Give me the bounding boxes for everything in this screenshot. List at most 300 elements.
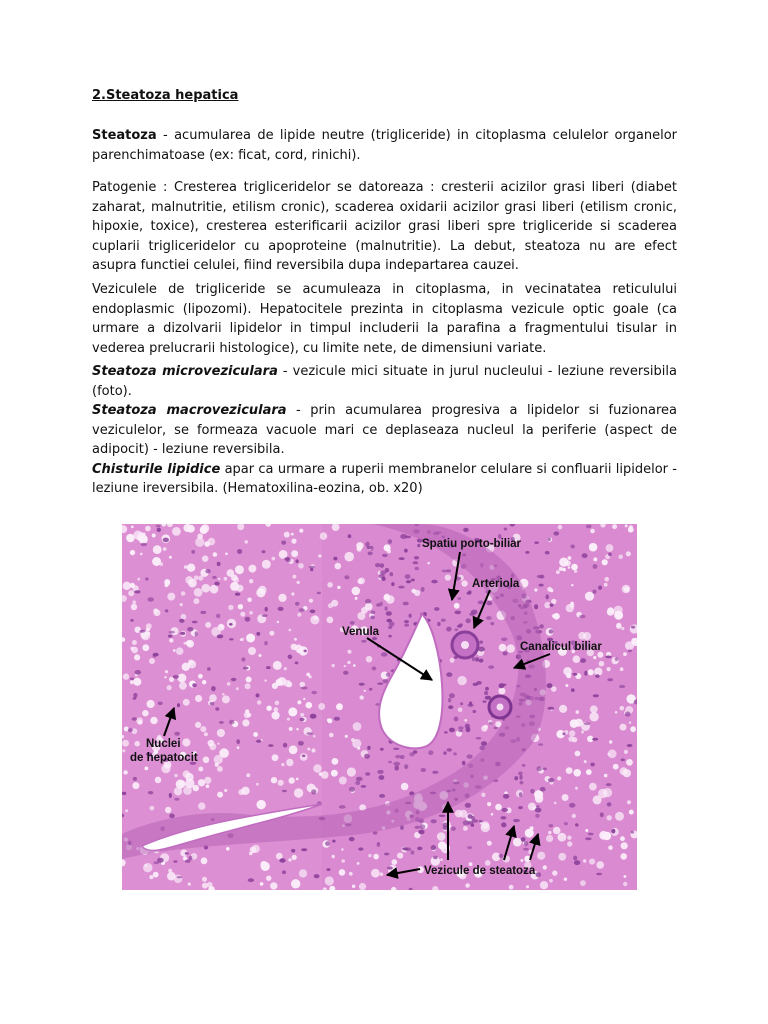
steatosis-vacuole [573, 769, 581, 777]
steatosis-vacuole [331, 664, 335, 668]
steatosis-vacuole [208, 740, 215, 747]
cell-nucleus [503, 651, 508, 655]
cell-nucleus [189, 856, 193, 861]
cell-nucleus [420, 824, 426, 829]
steatosis-vacuole [391, 859, 397, 865]
cell-nucleus [248, 878, 254, 882]
cell-nucleus [453, 752, 457, 755]
cell-nucleus [364, 754, 370, 759]
cell-nucleus [590, 763, 594, 767]
steatosis-vacuole [575, 751, 581, 757]
steatosis-vacuole [253, 732, 258, 737]
cell-nucleus [173, 860, 177, 863]
cell-nucleus [409, 614, 412, 618]
cell-nucleus [148, 791, 153, 794]
steatosis-vacuole [142, 644, 149, 651]
steatosis-vacuole [145, 526, 151, 532]
steatosis-vacuole [194, 588, 203, 597]
cell-nucleus [608, 553, 612, 557]
cell-nucleus [460, 702, 463, 705]
steatosis-vacuole [607, 815, 612, 820]
steatosis-vacuole [188, 660, 194, 666]
cell-nucleus [580, 658, 586, 663]
cell-nucleus [499, 683, 505, 688]
steatosis-vacuole [296, 728, 298, 730]
definition-text: - acumularea de lipide neutre (trigliceride) in citoplasma celulelor organelor parenchimatoase (ex: ficat, cord, rinichi). [92, 128, 677, 163]
steatosis-vacuole [589, 859, 595, 865]
steatosis-vacuole [299, 869, 307, 877]
steatosis-vacuole [534, 588, 537, 591]
cell-nucleus [195, 631, 198, 636]
steatosis-vacuole [559, 705, 567, 713]
cell-nucleus [348, 534, 352, 538]
steatosis-vacuole [482, 821, 490, 829]
cell-nucleus [449, 728, 455, 733]
steatosis-vacuole [204, 777, 211, 784]
steatosis-vacuole [599, 661, 605, 667]
cell-nucleus [365, 772, 370, 775]
steatosis-vacuole [568, 736, 574, 742]
steatosis-vacuole [580, 880, 586, 886]
steatosis-vacuole [284, 667, 287, 670]
cell-nucleus [368, 552, 373, 556]
steatosis-vacuole [537, 852, 545, 860]
steatosis-vacuole [387, 549, 391, 553]
cell-nucleus [399, 557, 405, 560]
cell-nucleus [393, 762, 400, 766]
cell-nucleus [621, 759, 625, 762]
cell-nucleus [157, 528, 161, 532]
steatosis-vacuole [149, 875, 153, 879]
steatosis-vacuole [604, 774, 608, 778]
cell-nucleus [219, 721, 224, 724]
cell-nucleus [377, 842, 381, 847]
cell-nucleus [367, 746, 370, 750]
steatosis-vacuole [630, 726, 636, 732]
steatosis-vacuole [332, 855, 335, 858]
cell-nucleus [207, 667, 211, 671]
cell-nucleus [534, 542, 539, 544]
cell-nucleus [467, 704, 473, 707]
cell-nucleus [592, 590, 596, 594]
cell-nucleus [536, 805, 539, 808]
cell-nucleus [443, 751, 446, 754]
steatosis-vacuole [357, 747, 360, 750]
cell-nucleus [241, 657, 245, 661]
cell-nucleus [229, 623, 233, 626]
steatosis-vacuole [266, 706, 271, 711]
cell-nucleus [404, 847, 411, 851]
steatosis-vacuole [256, 783, 259, 786]
cell-nucleus [200, 611, 206, 614]
cell-nucleus [499, 854, 504, 858]
cell-nucleus [441, 619, 446, 622]
steatosis-vacuole [164, 676, 166, 678]
steatosis-vacuole [294, 788, 303, 797]
steatosis-vacuole [167, 593, 175, 601]
cell-nucleus [390, 572, 394, 576]
steatosis-vacuole [607, 607, 614, 614]
cell-nucleus [310, 714, 317, 719]
cell-nucleus [380, 748, 384, 751]
steatosis-vacuole [130, 680, 134, 684]
steatosis-vacuole [159, 562, 163, 566]
cell-nucleus [404, 620, 409, 623]
steatosis-vacuole [598, 789, 607, 798]
cell-nucleus [573, 856, 577, 861]
cell-nucleus [210, 702, 215, 705]
steatosis-vacuole [249, 579, 253, 583]
steatosis-vacuole [498, 688, 505, 695]
cell-nucleus [380, 602, 383, 607]
steatosis-vacuole [559, 558, 568, 567]
cell-nucleus [174, 732, 180, 736]
cell-nucleus [185, 860, 191, 863]
cell-nucleus [444, 731, 448, 733]
cell-nucleus [375, 563, 380, 567]
steatosis-vacuole [213, 552, 218, 557]
steatosis-vacuole [455, 810, 463, 818]
cell-nucleus [459, 623, 463, 626]
cell-nucleus [381, 652, 388, 656]
steatosis-vacuole [206, 784, 210, 788]
steatosis-vacuole [584, 760, 587, 763]
cell-nucleus [479, 820, 483, 822]
cell-nucleus [135, 670, 142, 675]
cell-nucleus [281, 541, 286, 545]
steatosis-vacuole [585, 829, 588, 832]
cell-nucleus [279, 858, 285, 862]
cell-nucleus [214, 582, 219, 586]
steatosis-vacuole [198, 674, 203, 679]
steatosis-vacuole [145, 864, 148, 867]
cell-nucleus [534, 604, 538, 609]
steatosis-vacuole [563, 667, 572, 676]
steatosis-vacuole [272, 754, 279, 761]
steatosis-vacuole [143, 533, 145, 535]
steatosis-vacuole [134, 654, 140, 660]
steatosis-vacuole [546, 835, 553, 842]
steatosis-vacuole [247, 713, 252, 718]
steatosis-vacuole [550, 589, 554, 593]
cell-nucleus [448, 698, 451, 702]
steatosis-vacuole [274, 707, 279, 712]
cell-nucleus [465, 724, 470, 729]
cell-nucleus [132, 717, 137, 720]
macro-text: - prin acumularea progresiva a lipidelor si fuzionarea veziculelor, se formeaza vacuole mari ce deplaseaza nucleul la periferie (aspect de adipocit) - leziune reversibila. [92, 403, 677, 457]
cell-nucleus [388, 539, 393, 544]
cell-nucleus [306, 732, 312, 735]
cell-nucleus [173, 675, 179, 679]
steatosis-vacuole [217, 743, 219, 745]
steatosis-vacuole [284, 532, 290, 538]
steatosis-vacuole [552, 870, 557, 875]
steatosis-vacuole [293, 575, 297, 579]
cell-nucleus [562, 732, 565, 735]
steatosis-vacuole [571, 564, 578, 571]
steatosis-vacuole [198, 576, 203, 581]
term-chisturi: Chisturile lipidice [92, 461, 221, 477]
cell-nucleus [192, 683, 196, 687]
types-paragraph [92, 362, 677, 499]
steatosis-vacuole [261, 862, 270, 871]
cell-nucleus [454, 717, 459, 722]
cell-nucleus [469, 612, 474, 616]
steatosis-vacuole [278, 594, 286, 602]
cell-nucleus [163, 538, 169, 543]
cell-nucleus [489, 722, 493, 725]
steatosis-vacuole [559, 567, 563, 571]
cell-nucleus [485, 696, 491, 700]
cell-nucleus [437, 622, 440, 626]
steatosis-vacuole [300, 682, 306, 688]
cell-nucleus [377, 770, 383, 774]
steatosis-vacuole [573, 655, 581, 663]
steatosis-vacuole [397, 853, 403, 859]
steatosis-vacuole [335, 563, 342, 570]
cell-nucleus [631, 831, 635, 834]
steatosis-vacuole [167, 685, 172, 690]
cell-nucleus [380, 563, 385, 568]
steatosis-vacuole [202, 555, 209, 562]
steatosis-vacuole [205, 622, 211, 628]
cell-nucleus [256, 632, 260, 636]
cell-nucleus [433, 856, 438, 859]
cell-nucleus [546, 594, 549, 599]
cell-nucleus [447, 569, 451, 572]
cell-nucleus [128, 728, 133, 732]
steatosis-vacuole [618, 555, 623, 560]
steatosis-vacuole [371, 869, 380, 878]
steatosis-vacuole [556, 570, 560, 574]
steatosis-vacuole [445, 575, 451, 581]
cell-nucleus [575, 823, 579, 826]
steatosis-vacuole [306, 673, 310, 677]
steatosis-vacuole [209, 694, 217, 702]
cell-nucleus [358, 847, 363, 850]
steatosis-vacuole [564, 878, 567, 881]
steatosis-vacuole [126, 534, 135, 543]
steatosis-vacuole [606, 544, 614, 552]
cell-nucleus [377, 683, 383, 685]
cell-nucleus [299, 608, 305, 612]
steatosis-vacuole [217, 766, 223, 772]
steatosis-vacuole [297, 700, 301, 704]
cell-nucleus [550, 603, 554, 606]
cell-nucleus [457, 597, 461, 599]
steatosis-vacuole [303, 698, 305, 700]
steatosis-vacuole [364, 690, 366, 692]
cell-nucleus [600, 812, 604, 817]
cell-nucleus [359, 683, 365, 686]
steatosis-vacuole [578, 632, 586, 640]
cell-nucleus [465, 803, 471, 808]
cell-nucleus [458, 729, 463, 732]
steatosis-vacuole [553, 827, 561, 835]
cell-nucleus [158, 702, 163, 706]
steatosis-vacuole [169, 638, 173, 642]
steatosis-vacuole [200, 726, 206, 732]
steatosis-vacuole [226, 847, 230, 851]
steatosis-vacuole [299, 529, 303, 533]
steatosis-vacuole [208, 538, 216, 546]
cell-nucleus [387, 866, 393, 869]
cell-nucleus [627, 744, 633, 747]
cell-nucleus [421, 587, 425, 592]
cell-nucleus [486, 616, 492, 620]
steatosis-vacuole [131, 526, 134, 529]
pathogenesis-paragraph: Patogenie : Cresterea trigliceridelor se datoreaza : cresterii acizilor grasi liberi (diabet zaharat, malnutritie, etilism cronic), scaderea oxidarii acizilor grasi liberi (etilism cronic, hipoxie, toxice), cresterea esterificarii acizilor grasi liberi spre trigliceride si scaderea cuplarii trigliceridelor cu apoproteine (malnutritie). La debut, steatoza nu are efect asupra functiei celulei, fiind reversibila dupa indepartarea cauzei. [92, 180, 677, 273]
cell-nucleus [215, 707, 219, 711]
cell-nucleus [185, 852, 189, 855]
steatosis-vacuole [543, 865, 547, 869]
cell-nucleus [245, 617, 251, 622]
cell-nucleus [450, 827, 456, 831]
steatosis-vacuole [373, 854, 379, 860]
cell-nucleus [310, 610, 316, 614]
cell-nucleus [458, 726, 464, 729]
steatosis-vacuole [339, 777, 347, 785]
steatosis-vacuole [236, 687, 239, 690]
cell-nucleus [301, 687, 308, 690]
steatosis-vacuole [623, 652, 627, 656]
cell-nucleus [523, 848, 529, 851]
cell-nucleus [415, 826, 420, 829]
steatosis-vacuole [227, 682, 231, 686]
steatosis-vacuole [359, 883, 366, 890]
steatosis-vacuole [380, 872, 384, 876]
steatosis-vacuole [180, 603, 183, 606]
cell-nucleus [145, 577, 149, 580]
cell-nucleus [413, 750, 417, 754]
steatosis-vacuole [525, 829, 534, 838]
cell-nucleus [311, 789, 316, 794]
steatosis-vacuole [218, 578, 220, 580]
cell-nucleus [216, 614, 220, 618]
steatosis-vacuole [622, 585, 631, 594]
cell-nucleus [187, 627, 193, 632]
label-spatiu-porto-biliar: Spatiu porto-biliar [422, 538, 522, 550]
steatosis-vacuole [122, 740, 129, 747]
steatosis-vacuole [133, 678, 141, 686]
steatosis-vacuole [247, 598, 252, 603]
steatosis-vacuole [147, 700, 155, 708]
steatosis-vacuole [457, 676, 466, 685]
cell-nucleus [536, 872, 541, 877]
steatosis-vacuole [629, 721, 632, 724]
steatosis-vacuole [297, 613, 301, 617]
steatosis-vacuole [624, 875, 627, 878]
steatosis-vacuole [300, 713, 304, 717]
steatosis-vacuole [245, 540, 248, 543]
cell-nucleus [343, 671, 349, 675]
cell-nucleus [485, 687, 489, 691]
cell-nucleus [365, 599, 371, 604]
steatosis-vacuole [137, 578, 140, 581]
cell-nucleus [588, 833, 594, 836]
cell-nucleus [524, 841, 528, 846]
steatosis-vacuole [568, 556, 572, 560]
steatosis-vacuole [143, 863, 152, 872]
steatosis-vacuole [509, 885, 514, 890]
cell-nucleus [432, 771, 438, 774]
cell-nucleus [428, 750, 433, 755]
steatosis-vacuole [344, 552, 354, 562]
steatosis-vacuole [260, 882, 264, 886]
steatosis-vacuole [355, 597, 358, 600]
steatosis-vacuole [450, 658, 455, 663]
cell-nucleus [191, 550, 195, 554]
steatosis-vacuole [562, 568, 566, 572]
steatosis-vacuole [349, 872, 353, 876]
steatosis-vacuole [242, 719, 249, 726]
cell-nucleus [607, 802, 612, 806]
steatosis-vacuole [153, 545, 162, 554]
steatosis-vacuole [586, 769, 592, 775]
steatosis-vacuole [123, 770, 127, 774]
cell-nucleus [606, 783, 612, 786]
steatosis-vacuole [271, 777, 277, 783]
steatosis-vacuole [558, 525, 563, 530]
steatosis-vacuole [264, 679, 266, 681]
cell-nucleus [446, 672, 452, 677]
steatosis-vacuole [593, 656, 596, 659]
cell-nucleus [304, 650, 307, 653]
steatosis-vacuole [336, 703, 343, 710]
steatosis-vacuole [291, 539, 296, 544]
cell-nucleus [310, 568, 313, 571]
cell-nucleus [237, 549, 242, 554]
steatosis-vacuole [463, 826, 468, 831]
steatosis-vacuole [357, 612, 365, 620]
steatosis-vacuole [289, 777, 295, 783]
steatosis-vacuole [204, 732, 208, 736]
cell-nucleus [391, 582, 394, 586]
steatosis-vacuole [167, 872, 176, 881]
cell-nucleus [494, 727, 498, 729]
steatosis-vacuole [570, 603, 575, 608]
steatosis-vacuole [507, 644, 515, 652]
cell-nucleus [501, 822, 506, 827]
steatosis-vacuole [281, 763, 284, 766]
steatosis-vacuole [327, 617, 334, 624]
cell-nucleus [174, 798, 179, 801]
cell-nucleus [473, 710, 477, 713]
cell-nucleus [455, 611, 462, 615]
cell-nucleus [134, 590, 140, 593]
steatosis-vacuole [487, 841, 492, 846]
cell-nucleus [317, 592, 321, 594]
cell-nucleus [356, 777, 363, 781]
steatosis-vacuole [562, 794, 569, 801]
cell-nucleus [282, 870, 286, 874]
steatosis-vacuole [344, 665, 346, 667]
steatosis-vacuole [291, 879, 300, 888]
label-nuclei: Nuclei [146, 738, 181, 750]
steatosis-vacuole [626, 551, 631, 556]
steatosis-vacuole [130, 550, 135, 555]
steatosis-vacuole [347, 661, 350, 664]
steatosis-vacuole [570, 719, 579, 728]
steatosis-vacuole [146, 628, 150, 632]
term-macro: Steatoza macroveziculara [92, 403, 287, 418]
cell-nucleus [548, 778, 554, 782]
steatosis-vacuole [604, 583, 608, 587]
steatosis-vacuole [149, 658, 155, 664]
steatosis-vacuole [309, 599, 313, 603]
cell-nucleus [431, 819, 437, 823]
steatosis-vacuole [310, 615, 319, 624]
